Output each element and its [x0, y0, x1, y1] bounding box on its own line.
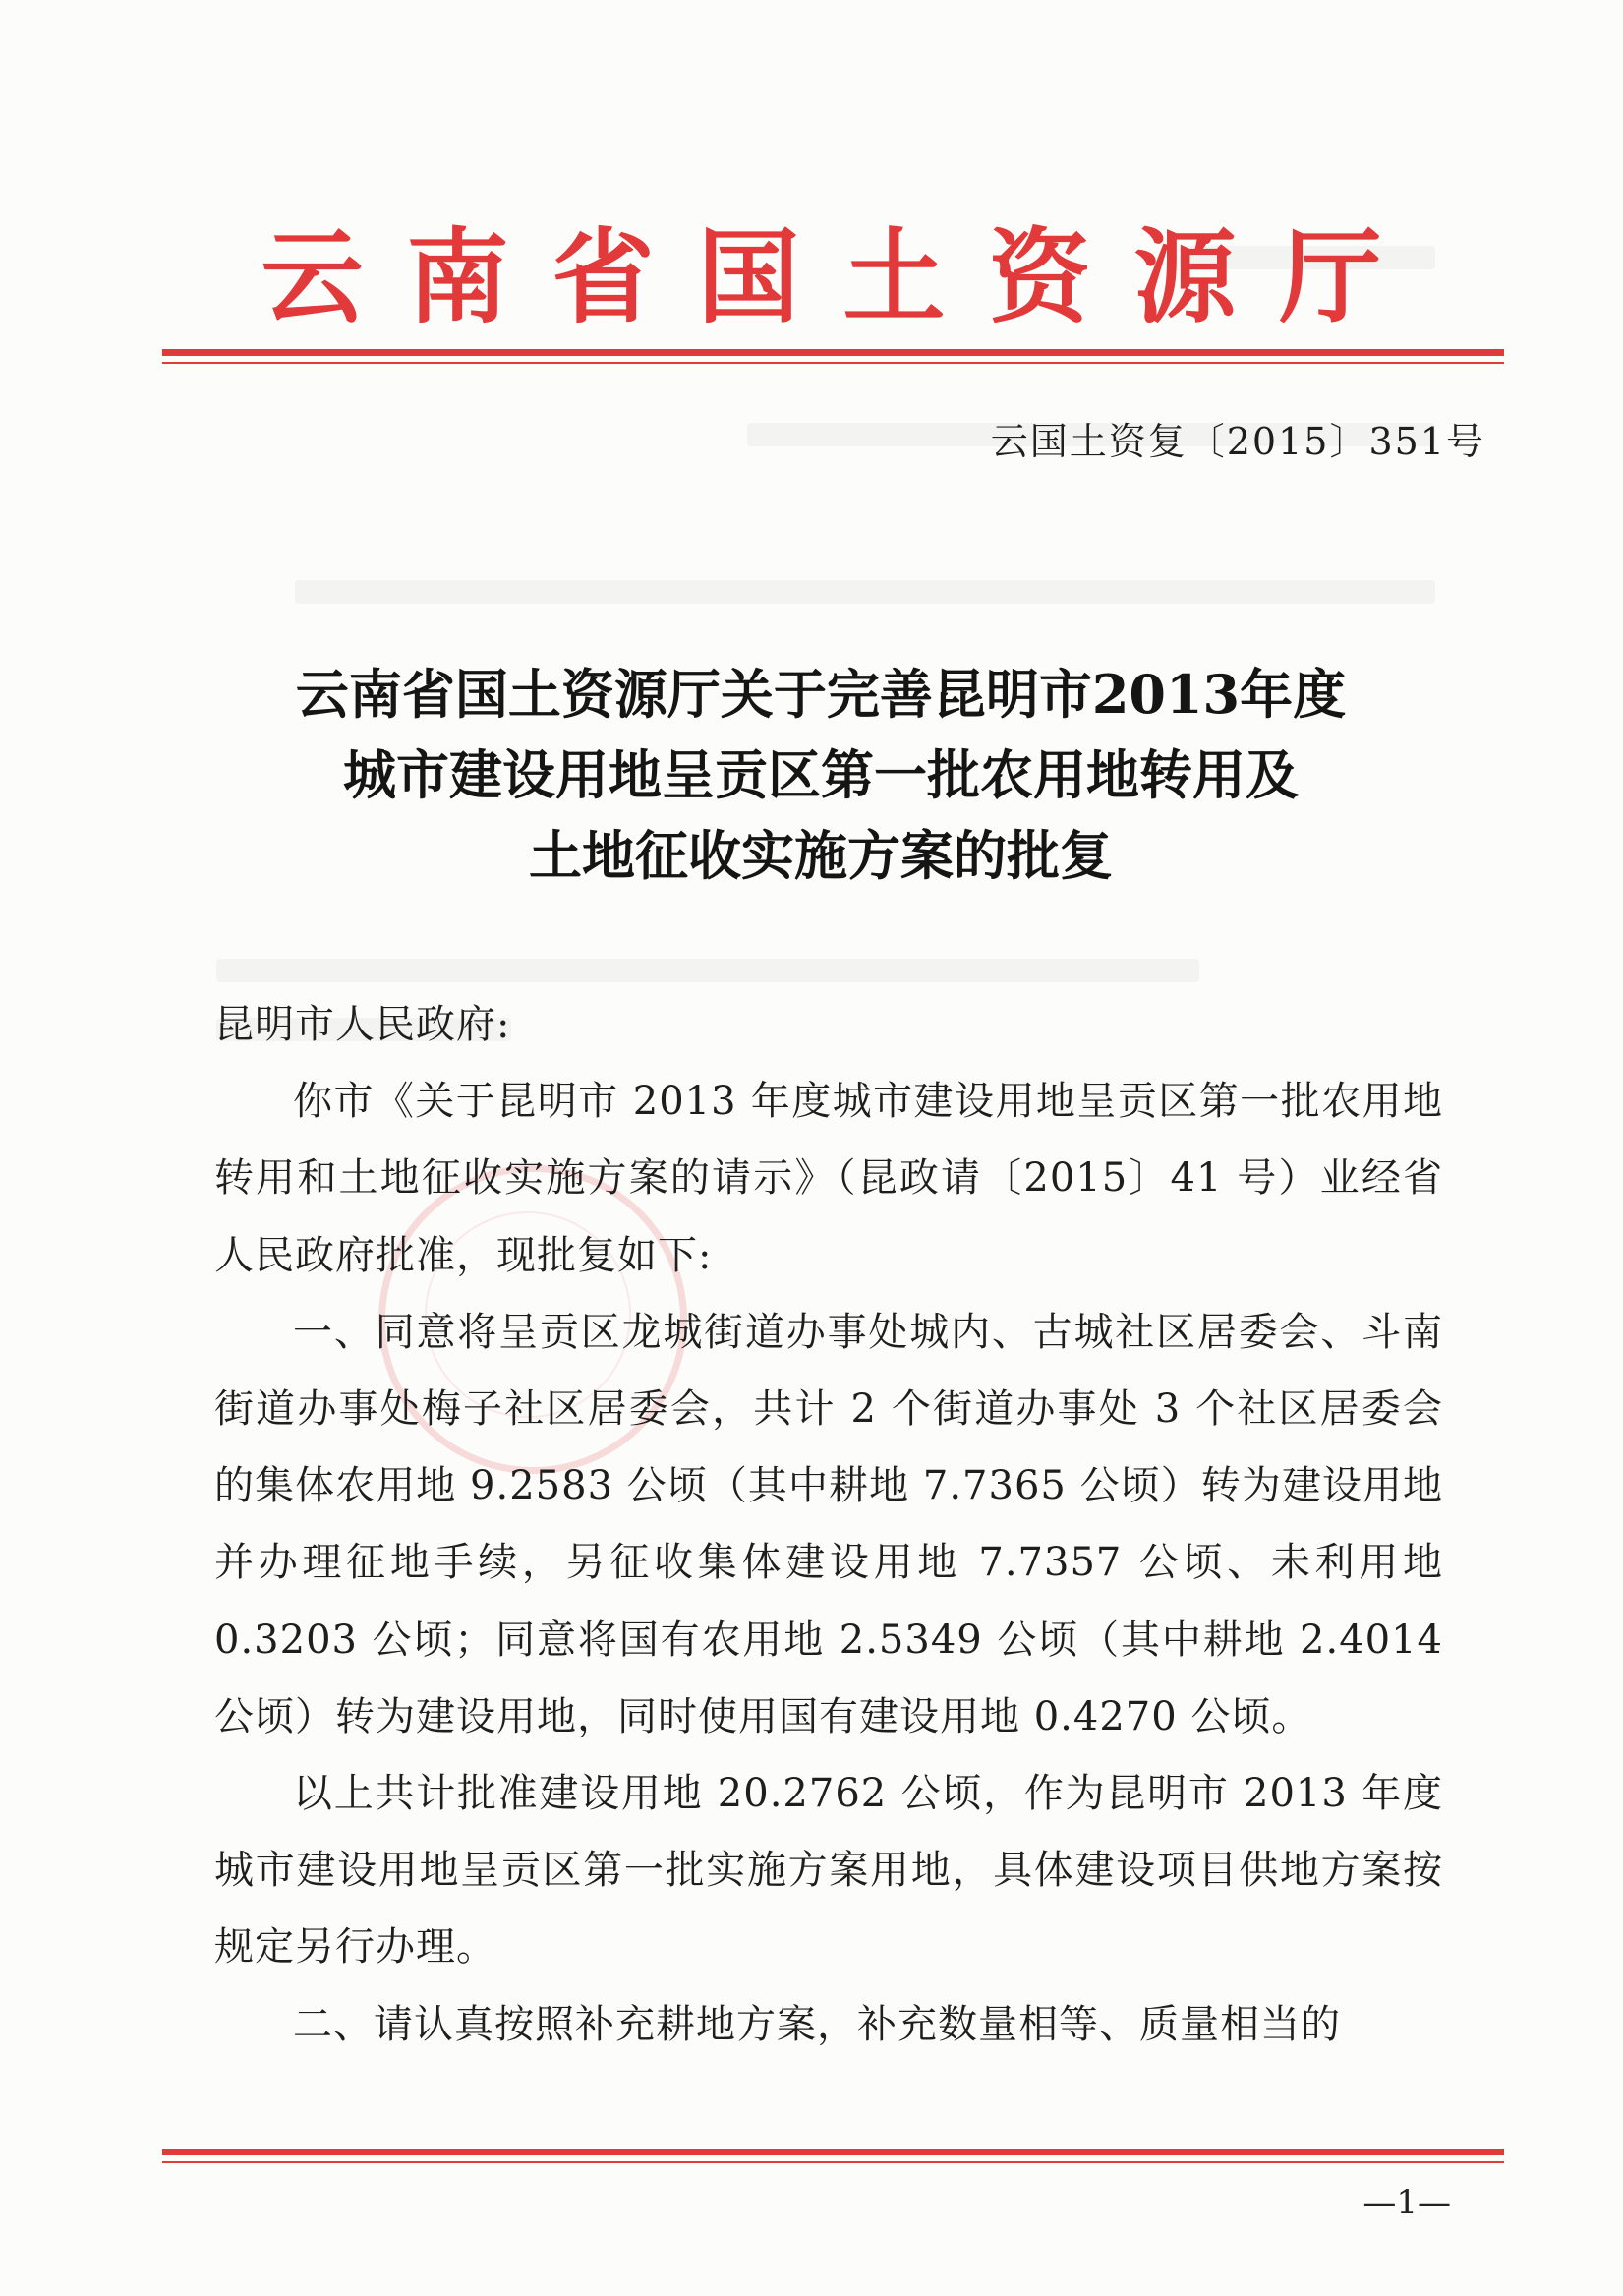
document-body — [214, 986, 1443, 2063]
bleed-through-line — [295, 580, 1435, 604]
body-paragraph: 你市《关于昆明市 2013 年度城市建设用地呈贡区第一批农用地转用和土地征收实施方案的请示》（昆政请〔2015〕41 号）业经省人民政府批准，现批复如下: — [214, 1079, 1443, 1278]
body-paragraph: 以上共计批准建设用地 20.2762 公顷，作为昆明市 2013 年度城市建设用地呈贡区第一批实施方案用地，具体建设项目供地方案按规定另行办理。 — [214, 1771, 1443, 1971]
page-number: —1— — [1362, 2183, 1451, 2222]
body-paragraph: 一、同意将呈贡区龙城街道办事处城内、古城社区居委会、斗南街道办事处梅子社区居委会，共计 2 个街道办事处 3 个社区居委会的集体农用地 9.2583 公顷（其中耕地 7.7365 公顷）转为建设用地并办理征地手续，另征收集体建设用地 7.7357 公顷、未利用地 0.3203 公顷；同意将国有农用地 2.5349 公顷（其中耕地 2.4014 公顷）转为建设用地，同时使用国有建设用地 0.4270 公顷。 — [214, 1309, 1443, 1739]
title-line: 城市建设用地呈贡区第一批农用地转用及 — [343, 743, 1299, 806]
masthead-red-rule — [162, 349, 1504, 356]
document-number: 云国土资复〔2015〕351号 — [990, 420, 1485, 463]
title-line: 土地征收实施方案的批复 — [529, 824, 1113, 887]
addressee: 昆明市人民政府: — [214, 1002, 511, 1047]
bleed-through-line — [216, 959, 1199, 982]
title-line: 云南省国土资源厅关于完善昆明市2013年度 — [295, 663, 1347, 726]
footer-red-rule — [162, 2149, 1504, 2155]
document-title — [216, 654, 1425, 896]
agency-masthead: 云南省国土资源厅 — [261, 216, 1425, 337]
body-paragraph: 二、请认真按照补充耕地方案，补充数量相等、质量相当的 — [293, 2001, 1341, 2047]
